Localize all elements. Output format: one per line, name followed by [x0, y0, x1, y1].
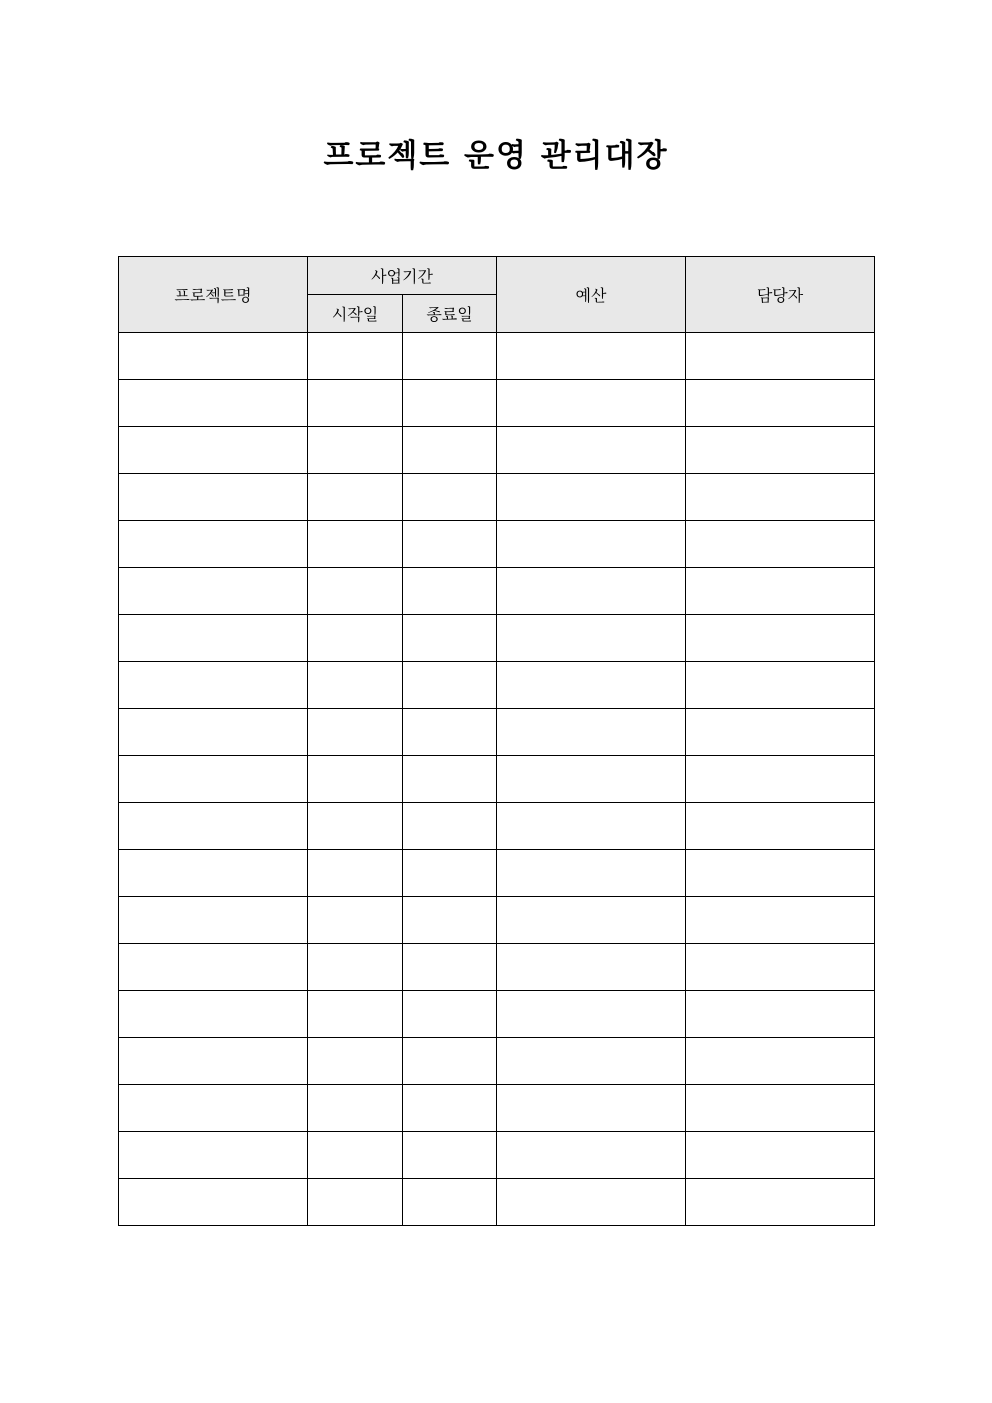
- cell-project-name[interactable]: [119, 1085, 308, 1132]
- cell-end-date[interactable]: [403, 521, 497, 568]
- header-start-date: 시작일: [308, 295, 403, 333]
- cell-budget[interactable]: [497, 850, 686, 897]
- cell-project-name[interactable]: [119, 427, 308, 474]
- cell-project-name[interactable]: [119, 850, 308, 897]
- cell-project-name[interactable]: [119, 380, 308, 427]
- cell-budget[interactable]: [497, 521, 686, 568]
- cell-end-date[interactable]: [403, 1085, 497, 1132]
- cell-budget[interactable]: [497, 427, 686, 474]
- cell-start-date[interactable]: [308, 709, 403, 756]
- table-header: [119, 257, 875, 333]
- cell-manager[interactable]: [686, 756, 875, 803]
- project-ledger-table: [118, 256, 875, 1226]
- cell-budget[interactable]: [497, 991, 686, 1038]
- cell-budget[interactable]: [497, 1179, 686, 1226]
- cell-project-name[interactable]: [119, 615, 308, 662]
- cell-manager[interactable]: [686, 662, 875, 709]
- cell-project-name[interactable]: [119, 1179, 308, 1226]
- cell-start-date[interactable]: [308, 1085, 403, 1132]
- header-project-name: 프로젝트명: [119, 257, 308, 333]
- cell-start-date[interactable]: [308, 1132, 403, 1179]
- table-row: [119, 944, 875, 991]
- cell-budget[interactable]: [497, 944, 686, 991]
- cell-manager[interactable]: [686, 709, 875, 756]
- cell-budget[interactable]: [497, 333, 686, 380]
- cell-start-date[interactable]: [308, 897, 403, 944]
- table-row: [119, 1038, 875, 1085]
- cell-budget[interactable]: [497, 615, 686, 662]
- cell-project-name[interactable]: [119, 333, 308, 380]
- header-end-date: 종료일: [403, 295, 497, 333]
- header-manager: 담당자: [686, 257, 875, 333]
- table-row: [119, 850, 875, 897]
- header-budget: 예산: [497, 257, 686, 333]
- cell-project-name[interactable]: [119, 1038, 308, 1085]
- cell-budget[interactable]: [497, 756, 686, 803]
- cell-budget[interactable]: [497, 709, 686, 756]
- cell-start-date[interactable]: [308, 756, 403, 803]
- table-row: [119, 756, 875, 803]
- cell-start-date[interactable]: [308, 615, 403, 662]
- cell-start-date[interactable]: [308, 521, 403, 568]
- table-row: [119, 427, 875, 474]
- cell-end-date[interactable]: [403, 709, 497, 756]
- cell-manager[interactable]: [686, 991, 875, 1038]
- cell-manager[interactable]: [686, 333, 875, 380]
- table-row: [119, 1132, 875, 1179]
- cell-end-date[interactable]: [403, 662, 497, 709]
- cell-start-date[interactable]: [308, 1038, 403, 1085]
- table-body: [119, 333, 875, 1226]
- cell-end-date[interactable]: [403, 1179, 497, 1226]
- cell-manager[interactable]: [686, 850, 875, 897]
- cell-project-name[interactable]: [119, 474, 308, 521]
- cell-project-name[interactable]: [119, 662, 308, 709]
- cell-project-name[interactable]: [119, 897, 308, 944]
- cell-start-date[interactable]: [308, 850, 403, 897]
- cell-budget[interactable]: [497, 1085, 686, 1132]
- cell-end-date[interactable]: [403, 803, 497, 850]
- cell-manager[interactable]: [686, 380, 875, 427]
- cell-budget[interactable]: [497, 1132, 686, 1179]
- cell-manager[interactable]: [686, 897, 875, 944]
- cell-start-date[interactable]: [308, 662, 403, 709]
- cell-start-date[interactable]: [308, 333, 403, 380]
- cell-project-name[interactable]: [119, 803, 308, 850]
- cell-budget[interactable]: [497, 568, 686, 615]
- cell-budget[interactable]: [497, 803, 686, 850]
- cell-manager[interactable]: [686, 474, 875, 521]
- cell-project-name[interactable]: [119, 756, 308, 803]
- cell-start-date[interactable]: [308, 991, 403, 1038]
- cell-end-date[interactable]: [403, 333, 497, 380]
- cell-start-date[interactable]: [308, 427, 403, 474]
- cell-budget[interactable]: [497, 474, 686, 521]
- cell-manager[interactable]: [686, 568, 875, 615]
- cell-manager[interactable]: [686, 427, 875, 474]
- cell-end-date[interactable]: [403, 380, 497, 427]
- table-row: [119, 1085, 875, 1132]
- cell-manager[interactable]: [686, 521, 875, 568]
- table-row: [119, 333, 875, 380]
- cell-end-date[interactable]: [403, 850, 497, 897]
- cell-end-date[interactable]: [403, 568, 497, 615]
- cell-project-name[interactable]: [119, 944, 308, 991]
- table-row: [119, 803, 875, 850]
- cell-manager[interactable]: [686, 803, 875, 850]
- cell-project-name[interactable]: [119, 568, 308, 615]
- table-row: [119, 521, 875, 568]
- table-row: [119, 568, 875, 615]
- cell-start-date[interactable]: [308, 944, 403, 991]
- cell-manager[interactable]: [686, 1132, 875, 1179]
- table-row: [119, 474, 875, 521]
- cell-start-date[interactable]: [308, 380, 403, 427]
- table-row: [119, 991, 875, 1038]
- cell-manager[interactable]: [686, 615, 875, 662]
- cell-project-name[interactable]: [119, 991, 308, 1038]
- table-row: [119, 662, 875, 709]
- cell-budget[interactable]: [497, 380, 686, 427]
- table-row: [119, 380, 875, 427]
- cell-project-name[interactable]: [119, 1132, 308, 1179]
- header-period: 사업기간: [308, 257, 497, 295]
- cell-start-date[interactable]: [308, 568, 403, 615]
- cell-end-date[interactable]: [403, 991, 497, 1038]
- cell-project-name[interactable]: [119, 709, 308, 756]
- cell-end-date[interactable]: [403, 756, 497, 803]
- cell-manager[interactable]: [686, 1085, 875, 1132]
- cell-end-date[interactable]: [403, 474, 497, 521]
- cell-end-date[interactable]: [403, 1132, 497, 1179]
- table-row: [119, 615, 875, 662]
- cell-budget[interactable]: [497, 897, 686, 944]
- cell-manager[interactable]: [686, 1179, 875, 1226]
- cell-end-date[interactable]: [403, 1038, 497, 1085]
- table-row: [119, 897, 875, 944]
- header-row: [119, 257, 875, 295]
- cell-start-date[interactable]: [308, 803, 403, 850]
- cell-start-date[interactable]: [308, 474, 403, 521]
- cell-start-date[interactable]: [308, 1179, 403, 1226]
- cell-budget[interactable]: [497, 662, 686, 709]
- page-title: 프로젝트 운영 관리대장: [323, 138, 669, 174]
- cell-end-date[interactable]: [403, 615, 497, 662]
- cell-end-date[interactable]: [403, 897, 497, 944]
- cell-project-name[interactable]: [119, 521, 308, 568]
- table-row: [119, 1179, 875, 1226]
- cell-end-date[interactable]: [403, 427, 497, 474]
- cell-end-date[interactable]: [403, 944, 497, 991]
- table-row: [119, 709, 875, 756]
- cell-budget[interactable]: [497, 1038, 686, 1085]
- cell-manager[interactable]: [686, 1038, 875, 1085]
- cell-manager[interactable]: [686, 944, 875, 991]
